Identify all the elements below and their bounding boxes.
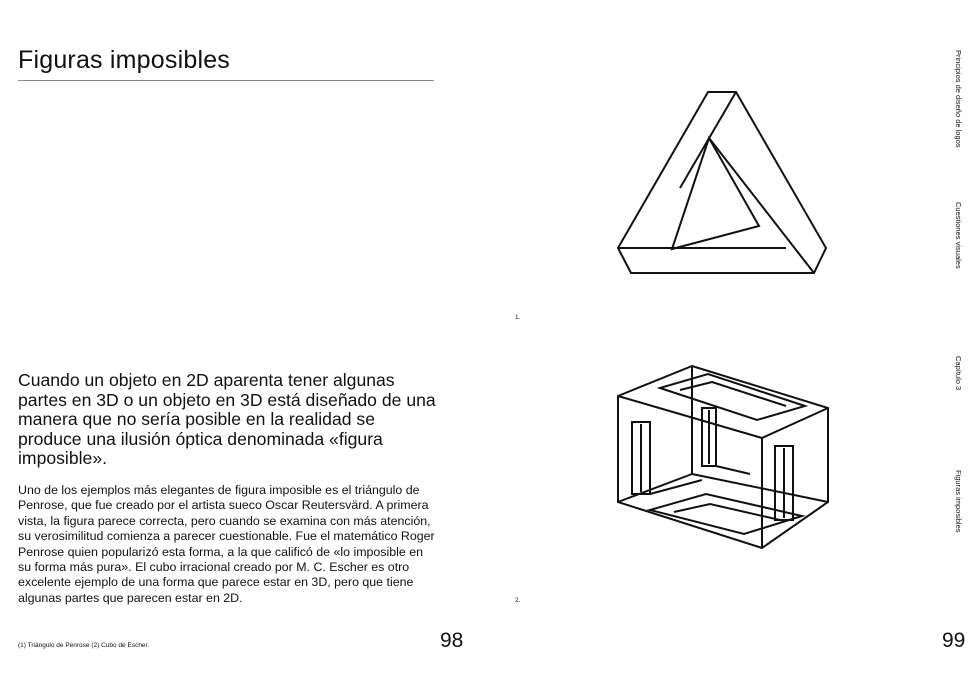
side-navigation xyxy=(950,48,970,608)
lead-paragraph: Cuando un objeto en 2D aparenta tener algunas partes en 3D o un objeto en 3D está diseñado de una manera que no sería posible en la realidad se produce una ilusión óptica denominada «figura imposible». xyxy=(18,370,436,468)
body-paragraph: Uno de los ejemplos más elegantes de figura imposible es el triángulo de Penrose, que fue creado por el artista sueco Oscar Reutersvärd. A primera vista, la figura parece correcta, pero cuando se examina con más atención, su verosimilitud comienza a parecer cuestionable. Fue el matemático Roger Penrose quien popularizó esta forma, a la que calificó de «lo imposible en su forma más pura». El cubo irracional creado por M. C. Escher es otro excelente ejemplo de una forma que parece estar en 3D, pero que tiene algunas partes que parecen estar en 2D. xyxy=(18,483,435,605)
figure-caption: (1) Triángulo de Penrose (2) Cubo de Escher. xyxy=(18,642,150,649)
figure-1-label: 1. xyxy=(515,314,521,321)
figure-2-label: 2. xyxy=(515,597,521,604)
penrose-triangle-icon xyxy=(612,86,832,281)
nav-item-capitulo: Capítulo 3 xyxy=(954,356,963,391)
page-number-left: 98 xyxy=(440,629,464,652)
nav-item-principios: Principios de diseño de logos xyxy=(954,50,963,148)
impossible-cube-icon xyxy=(610,362,835,552)
nav-item-cuestiones: Cuestiones visuales xyxy=(954,202,963,269)
nav-item-figuras: Figuras imposibles xyxy=(954,470,963,533)
page-number-right: 99 xyxy=(942,629,966,652)
title-divider xyxy=(18,80,434,81)
page-title: Figuras imposibles xyxy=(18,46,231,74)
